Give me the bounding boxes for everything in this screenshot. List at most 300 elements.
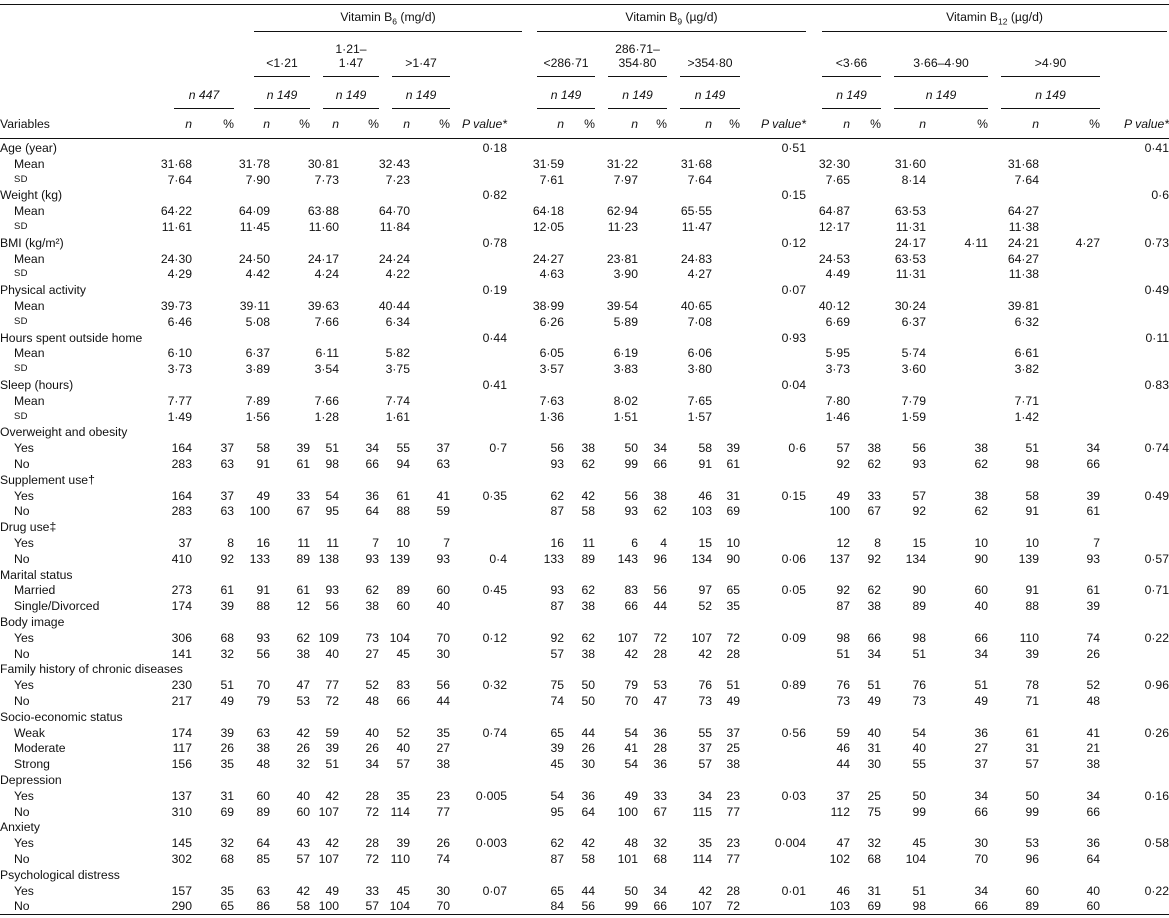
data-cell: 48 [365, 694, 379, 708]
category-header: >354·80 [687, 56, 733, 70]
data-cell: 43 [296, 836, 310, 851]
data-cell: 36 [653, 757, 667, 772]
data-cell: 103 [691, 504, 712, 519]
pvalue-cell: 0·78 [482, 235, 507, 250]
data-cell: 91 [256, 457, 270, 471]
n-col-header: n [843, 117, 850, 131]
pvalue-cell: 0·26 [1144, 725, 1169, 740]
data-cell: 93 [550, 583, 564, 598]
data-cell: 73 [698, 694, 712, 708]
data-cell: 6·69 [825, 314, 850, 329]
data-cell: 93 [624, 504, 638, 519]
data-cell: 28 [726, 646, 740, 661]
pvalue-cell: 0·44 [482, 330, 507, 345]
data-cell: 63 [256, 725, 270, 740]
data-cell: 35 [726, 599, 740, 614]
n-rule [174, 108, 234, 109]
data-cell: 26 [365, 741, 379, 756]
n-col-header: n [557, 117, 564, 131]
data-cell: 46 [698, 488, 712, 503]
data-cell: 77 [436, 804, 450, 819]
pvalue-cell: 0·003 [475, 836, 507, 851]
data-cell: 6 [631, 536, 638, 550]
data-cell: 107 [318, 852, 339, 866]
data-cell: 98 [1025, 457, 1039, 471]
data-cell: 101 [617, 852, 638, 866]
data-cell: 4·49 [825, 267, 850, 282]
data-cell: 11·84 [379, 220, 410, 234]
data-cell: 134 [691, 551, 712, 566]
row-sublabel: SD [14, 315, 28, 327]
pvalue-cell: 0·18 [482, 141, 507, 155]
data-cell: 32 [296, 757, 310, 772]
data-cell: 7·80 [825, 393, 850, 408]
data-cell: 59 [436, 504, 450, 519]
category-header: <3·66 [835, 56, 868, 70]
data-cell: 97 [698, 583, 712, 598]
data-cell: 6·37 [245, 346, 270, 361]
data-cell: 96 [1025, 852, 1039, 866]
data-cell: 62 [867, 583, 881, 598]
data-cell: 40·12 [818, 299, 850, 313]
data-cell: 10 [396, 536, 410, 550]
data-cell: 87 [550, 504, 564, 519]
pvalue-cell: 0·83 [1144, 378, 1169, 392]
row-sublabel: SD [14, 410, 28, 422]
pvalue-cell: 0·74 [1144, 441, 1169, 456]
data-cell: 24·17 [307, 251, 339, 266]
data-cell: 42 [624, 646, 638, 661]
data-cell: 47 [836, 836, 850, 851]
data-cell: 4·27 [1075, 235, 1100, 250]
data-cell: 40 [867, 725, 881, 740]
row-sublabel: Yes [14, 836, 34, 851]
row-sublabel: Yes [14, 630, 34, 645]
data-cell: 49 [624, 788, 638, 803]
data-cell: 74 [1086, 630, 1100, 645]
data-cell: 15 [698, 536, 712, 550]
data-cell: 40 [912, 741, 926, 756]
data-cell: 72 [653, 630, 667, 645]
data-cell: 1·36 [539, 409, 564, 424]
pvalue-cell: 0·82 [482, 188, 507, 203]
group-n: n 149 [550, 88, 582, 102]
data-cell: 31·68 [160, 156, 192, 171]
group-n: n 149 [335, 88, 367, 102]
data-cell: 56 [912, 441, 926, 456]
pvalue-cell: 0·73 [1144, 235, 1169, 250]
data-cell: 46 [836, 883, 850, 898]
data-cell: 93 [365, 551, 379, 566]
cat-rule [537, 76, 595, 77]
data-cell: 34 [365, 757, 379, 772]
row-sublabel: Mean [14, 204, 45, 219]
pvalue-cell: 0·004 [774, 836, 806, 851]
data-cell: 98 [325, 457, 339, 471]
data-cell: 24·27 [532, 251, 564, 266]
data-cell: 6·19 [613, 346, 638, 361]
data-cell: 38 [296, 646, 310, 661]
data-cell: 56 [550, 441, 564, 456]
data-cell: 54 [624, 757, 638, 772]
data-cell: 34 [653, 883, 667, 898]
data-cell: 39·54 [606, 299, 638, 313]
data-cell: 39 [220, 725, 234, 740]
data-cell: 41 [436, 488, 450, 503]
row-sublabel: Strong [14, 757, 50, 772]
data-cell: 21 [1086, 741, 1100, 756]
data-cell: 79 [256, 694, 270, 708]
data-cell: 38 [581, 441, 595, 456]
data-cell: 3·57 [539, 362, 564, 377]
data-cell: 34 [653, 441, 667, 456]
data-cell: 7·61 [539, 172, 564, 187]
group-header-b12: Vitamin $B_{12}$ (µg/d) [946, 10, 1043, 27]
data-cell: 58 [581, 504, 595, 519]
n-rule [894, 108, 988, 109]
data-cell: 7·64 [1014, 172, 1039, 187]
pct-col-header: % [584, 117, 595, 131]
data-cell: 58 [256, 441, 270, 456]
data-cell: 60 [1086, 899, 1100, 914]
data-cell: 32·43 [378, 156, 410, 171]
data-cell: 60 [974, 583, 988, 598]
n-col-header: n [263, 117, 270, 131]
row-sublabel: Mean [14, 251, 45, 266]
pvalue-cell: 0·51 [781, 141, 806, 155]
data-cell: 52 [365, 678, 379, 693]
data-cell: 58 [296, 899, 310, 914]
data-cell: 70 [256, 678, 270, 693]
data-cell: 64·27 [1007, 204, 1039, 219]
row-sublabel: Married [14, 583, 56, 598]
total-n: n 447 [188, 88, 220, 102]
data-cell: 56 [653, 583, 667, 598]
pct-col-header: % [368, 117, 379, 131]
data-cell: 12 [836, 536, 850, 550]
data-cell: 11 [582, 536, 595, 550]
data-cell: 107 [617, 630, 638, 645]
top-rule [0, 4, 1169, 5]
data-cell: 5·08 [245, 314, 270, 329]
row-sublabel: Weak [14, 725, 45, 740]
data-cell: 7·65 [825, 172, 850, 187]
row-variable: Hours spent outside home [0, 330, 143, 345]
pct-col-header: % [299, 117, 310, 131]
data-cell: 76 [912, 678, 926, 693]
data-cell: 60 [256, 788, 270, 803]
data-cell: 24·53 [818, 251, 850, 266]
data-cell: 69 [726, 504, 740, 519]
data-cell: 34 [867, 646, 881, 661]
data-cell: 31 [220, 788, 234, 803]
data-cell: 71 [1025, 694, 1039, 708]
pvalue-cell: 0·22 [1144, 883, 1169, 898]
n-col-header: n [332, 117, 339, 131]
n-col-header: n [705, 117, 712, 131]
data-cell: 61 [1086, 583, 1100, 598]
data-cell: 62 [974, 504, 988, 519]
data-cell: 10 [1025, 536, 1039, 550]
data-cell: 60 [396, 599, 410, 614]
data-cell: 90 [912, 583, 926, 598]
data-cell: 98 [836, 630, 850, 645]
data-cell: 104 [389, 630, 410, 645]
data-cell: 64·22 [160, 204, 192, 219]
data-cell: 1·49 [167, 409, 192, 424]
data-cell: 62 [365, 583, 379, 598]
data-cell: 57 [396, 757, 410, 772]
data-cell: 45 [396, 883, 410, 898]
data-cell: 25 [867, 788, 881, 803]
data-cell: 62 [581, 630, 595, 645]
n-col-header: n [919, 117, 926, 131]
data-cell: 174 [171, 725, 192, 740]
data-cell: 63·53 [894, 204, 926, 219]
pvalue-cell: 0·93 [781, 330, 806, 345]
data-cell: 88 [256, 599, 270, 614]
pvalue-cell: 0·35 [482, 488, 507, 503]
cat-rule [680, 76, 740, 77]
pvalue-header: P value* [462, 117, 507, 131]
data-cell: 67 [296, 504, 310, 519]
data-cell: 7·89 [245, 393, 270, 408]
category-header: >4·90 [1034, 56, 1067, 70]
data-cell: 85 [256, 852, 270, 866]
data-cell: 44 [581, 725, 595, 740]
data-cell: 141 [171, 646, 192, 661]
data-cell: 32 [653, 836, 667, 851]
data-cell: 50 [912, 788, 926, 803]
data-cell: 72 [365, 804, 379, 819]
variables-header: Variables [0, 117, 50, 131]
row-variable: Age (year) [0, 141, 57, 155]
data-cell: 39·11 [239, 299, 270, 313]
data-cell: 31 [867, 883, 881, 898]
data-cell: 66 [974, 899, 988, 914]
data-cell: 56 [436, 678, 450, 693]
data-cell: 51 [836, 646, 850, 661]
data-cell: 26 [1086, 646, 1100, 661]
data-cell: 84 [550, 899, 564, 914]
data-cell: 3·83 [613, 362, 638, 377]
data-cell: 89 [296, 551, 310, 566]
data-cell: 217 [171, 694, 192, 708]
data-cell: 65 [220, 899, 234, 914]
data-cell: 33 [296, 488, 310, 503]
data-cell: 31·78 [238, 156, 270, 171]
data-cell: 72 [726, 630, 740, 645]
row-sublabel: Mean [14, 346, 45, 361]
data-cell: 73 [836, 694, 850, 708]
data-cell: 30 [436, 646, 450, 661]
data-cell: 72 [325, 694, 339, 708]
data-cell: 40 [1086, 883, 1100, 898]
data-cell: 51 [726, 678, 740, 693]
data-cell: 7·66 [314, 393, 339, 408]
pvalue-cell: 0·58 [1144, 836, 1169, 851]
data-cell: 49 [256, 488, 270, 503]
data-cell: 6·05 [539, 346, 564, 361]
data-cell: 36 [1086, 836, 1100, 851]
data-cell: 93 [550, 457, 564, 471]
group-n: n 149 [836, 88, 867, 102]
data-cell: 24·83 [680, 251, 712, 266]
data-cell: 58 [698, 441, 712, 456]
pct-col-header: % [729, 117, 740, 131]
data-cell: 35 [220, 883, 234, 898]
data-cell: 59 [325, 725, 339, 740]
data-cell: 91 [698, 457, 712, 471]
data-cell: 16 [256, 536, 270, 550]
data-cell: 112 [830, 804, 850, 819]
data-cell: 15 [912, 536, 926, 550]
data-cell: 306 [171, 630, 192, 645]
pvalue-cell: 0·19 [482, 283, 507, 298]
row-sublabel: Mean [14, 299, 45, 313]
data-cell: 62 [550, 488, 564, 503]
data-cell: 41 [1086, 725, 1100, 740]
data-cell: 64 [581, 804, 595, 819]
category-header: >1·47 [405, 56, 437, 70]
row-sublabel: Yes [14, 536, 34, 550]
pvalue-cell: 0·06 [781, 551, 806, 566]
data-cell: 66 [974, 630, 988, 645]
data-cell: 40 [325, 646, 339, 661]
data-cell: 61 [726, 457, 740, 471]
data-cell: 49 [867, 694, 881, 708]
data-cell: 92 [912, 504, 926, 519]
data-cell: 290 [171, 899, 192, 914]
data-cell: 40·65 [680, 299, 712, 313]
data-cell: 57 [836, 441, 850, 456]
data-cell: 90 [974, 551, 988, 566]
data-cell: 92 [550, 630, 564, 645]
data-cell: 31·60 [894, 156, 926, 171]
data-cell: 28 [726, 883, 740, 898]
data-cell: 35 [698, 836, 712, 851]
data-cell: 23 [436, 788, 450, 803]
data-cell: 65·55 [680, 204, 712, 219]
data-cell: 42 [581, 488, 595, 503]
pvalue-cell: 0·89 [781, 678, 806, 693]
data-cell: 51 [912, 883, 926, 898]
data-cell: 38 [365, 599, 379, 614]
data-cell: 32·30 [818, 156, 850, 171]
data-cell: 45 [912, 836, 926, 851]
row-sublabel: No [14, 551, 30, 566]
data-cell: 88 [396, 504, 410, 519]
data-cell: 48 [256, 757, 270, 772]
data-cell: 99 [912, 804, 926, 819]
data-cell: 7 [1093, 536, 1100, 550]
n-col-header: n [631, 117, 638, 131]
data-cell: 62 [296, 630, 310, 645]
group-n: n 149 [266, 88, 298, 102]
data-cell: 44 [436, 694, 450, 708]
pvalue-cell: 0·6 [1151, 188, 1169, 203]
data-cell: 7·90 [245, 172, 270, 187]
data-cell: 33 [867, 488, 881, 503]
data-cell: 7·97 [613, 172, 638, 187]
data-cell: 44 [836, 757, 850, 772]
data-cell: 52 [698, 599, 712, 614]
data-cell: 40 [365, 725, 379, 740]
data-cell: 63·88 [307, 204, 339, 219]
data-cell: 61 [396, 488, 410, 503]
row-sublabel: Mean [14, 156, 45, 171]
pvalue-cell: 0·49 [1144, 283, 1169, 298]
data-cell: 54 [912, 725, 926, 740]
data-cell: 34 [698, 788, 712, 803]
data-cell: 45 [550, 757, 564, 772]
group-n: n 149 [694, 88, 726, 102]
pvalue-cell: 0·12 [781, 235, 806, 250]
data-cell: 55 [396, 441, 410, 456]
data-cell: 89 [912, 599, 926, 614]
data-cell: 54 [624, 725, 638, 740]
data-cell: 1·28 [314, 409, 339, 424]
data-cell: 45 [396, 646, 410, 661]
data-cell: 12·17 [818, 220, 850, 234]
data-cell: 11·38 [1008, 267, 1039, 282]
data-cell: 61 [296, 457, 310, 471]
data-cell: 70 [436, 630, 450, 645]
data-cell: 62 [581, 583, 595, 598]
data-cell: 157 [171, 883, 192, 898]
data-cell: 145 [171, 836, 192, 851]
data-cell: 57 [698, 757, 712, 772]
data-cell: 4·42 [245, 267, 270, 282]
data-cell: 11·60 [308, 220, 339, 234]
data-cell: 28 [653, 646, 667, 661]
data-cell: 283 [171, 504, 192, 519]
data-cell: 65 [550, 725, 564, 740]
data-cell: 44 [581, 883, 595, 898]
data-cell: 40 [296, 788, 310, 803]
data-cell: 3·75 [385, 362, 410, 377]
data-cell: 50 [1025, 788, 1039, 803]
data-cell: 27 [974, 741, 988, 756]
data-cell: 11·45 [239, 220, 270, 234]
data-cell: 7·77 [167, 393, 192, 408]
data-cell: 28 [365, 788, 379, 803]
data-cell: 83 [624, 583, 638, 598]
data-cell: 38·99 [532, 299, 564, 313]
data-cell: 27 [436, 741, 450, 756]
cat-rule [323, 76, 379, 77]
data-cell: 42 [296, 725, 310, 740]
data-cell: 33 [653, 788, 667, 803]
row-variable: Family history of chronic diseases [0, 662, 183, 677]
data-cell: 47 [296, 678, 310, 693]
row-sublabel: No [14, 899, 30, 914]
data-cell: 10 [726, 536, 740, 550]
n-rule [608, 108, 667, 109]
data-cell: 114 [390, 804, 410, 819]
data-cell: 6·26 [539, 314, 564, 329]
row-variable: Drug use‡ [0, 520, 57, 535]
data-cell: 95 [325, 504, 339, 519]
data-cell: 37 [698, 741, 712, 756]
n-rule [822, 108, 881, 109]
data-cell: 49 [974, 694, 988, 708]
data-cell: 273 [171, 583, 192, 598]
data-cell: 49 [726, 694, 740, 708]
data-cell: 76 [836, 678, 850, 693]
data-cell: 302 [171, 852, 192, 866]
header-bottom-rule [0, 138, 1169, 139]
